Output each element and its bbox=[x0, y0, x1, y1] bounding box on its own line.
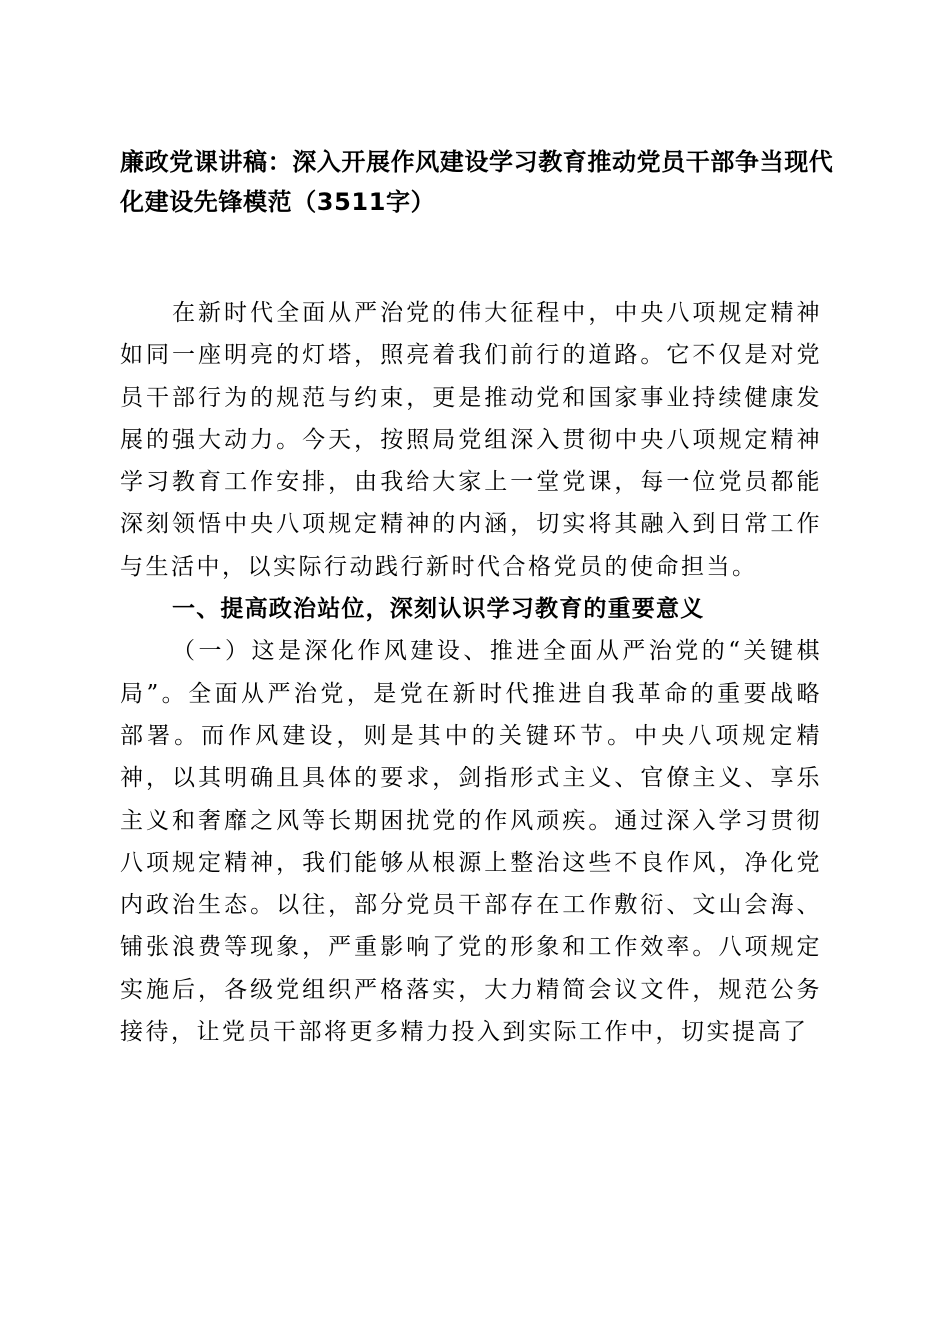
section-1-1-paragraph: （一）这是深化作风建设、推进全面从严治党的“关键棋局”。全面从严治党，是党在新时代推进自我革命的重要战略部署。而作风建设，则是其中的关键环节。中央八项规定精神，以其明确且具体的要求，剑指形式主义、官僚主义、享乐主义和奢靡之风等长期困扰党的作风顽疾。通过深入学习贯彻八项规定精神，我们能够从根源上整治这些不良作风，净化党内政治生态。以往，部分党员干部存在工作敷衍、文山会海、铺张浪费等现象，严重影响了党的形象和工作效率。八项规定实施后，各级党组织严格落实，大力精简会议文件，规范公务接待，让党员干部将更多精力投入到实际工作中，切实提高了 bbox=[120, 638, 822, 1046]
section-1-heading: 一、提高政治站位，深刻认识学习教育的重要意义 bbox=[172, 596, 705, 623]
intro-paragraph: 在新时代全面从严治党的伟大征程中，中央八项规定精神如同一座明亮的灯塔，照亮着我们前行的道路。它不仅是对党员干部行为的规范与约束，更是推动党和国家事业持续健康发展的强大动力。今天，按照局党组深入贯彻中央八项规定精神学习教育工作安排，由我给大家上一堂党课，每一位党员都能深刻领悟中央八项规定精神的内涵，切实将其融入到日常工作与生活中，以实际行动践行新时代合格党员的使命担当。 bbox=[120, 300, 822, 580]
document-title: 廉政党课讲稿：深入开展作风建设学习教育推动党员干部争当现代化建设先锋模范（3511字） bbox=[120, 148, 834, 216]
document-body bbox=[120, 292, 822, 1053]
